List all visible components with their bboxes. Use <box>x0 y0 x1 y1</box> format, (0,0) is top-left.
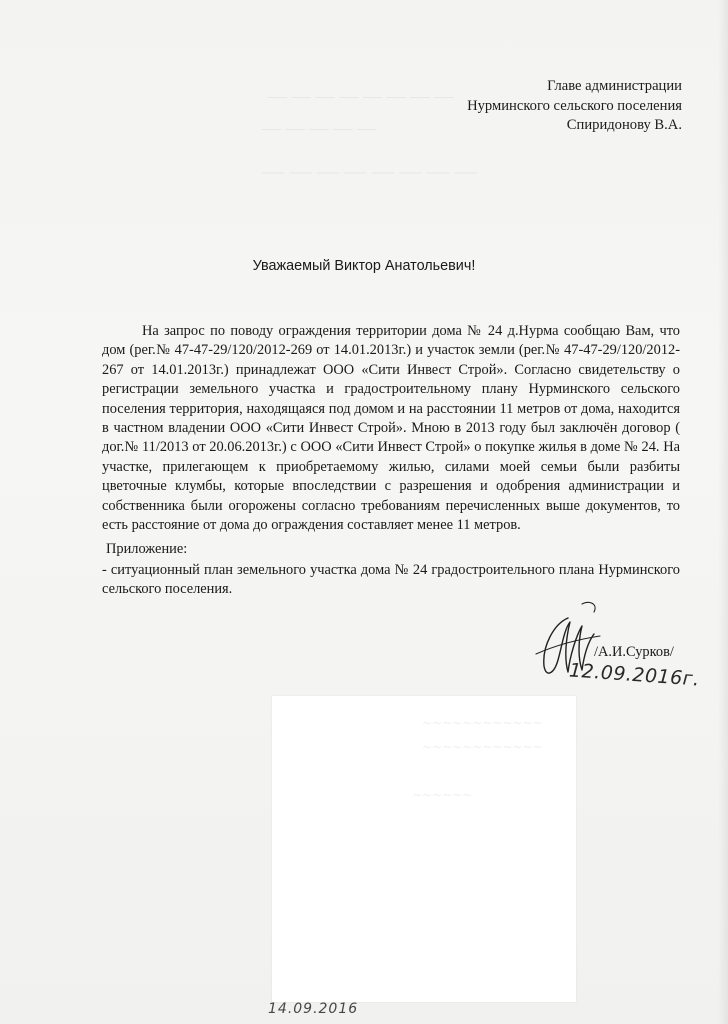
bleed-through-text: — — — — — <box>262 118 376 139</box>
patch-bleed: ~~~~~~~~~~~~ <box>422 740 543 754</box>
bleed-through-text: — — — — — — — — <box>268 86 454 107</box>
scan-edge-shadow <box>718 0 728 1024</box>
handwritten-date: 12.09.2016г. <box>568 659 701 691</box>
recipient-block <box>467 77 682 136</box>
recipient-line: Нурминского сельского поселения <box>467 97 682 114</box>
signer-name: /А.И.Сурков/ <box>594 644 674 660</box>
bleed-through-text: — — — — — — — — <box>262 158 477 183</box>
recipient-line: Спиридонову В.А. <box>566 117 682 133</box>
patch-bleed: ~~~~~~ <box>412 788 473 802</box>
appendix-item: - ситуационный план земельного участка дома № 24 градостроительного плана Нурминского сельского поселения. <box>102 562 680 598</box>
blank-paper-patch <box>272 696 576 1002</box>
letter-body: На запрос по поводу ограждения территории дома № 24 д.Нурма сообщаю Вам, что дом (рег.№ 47-47-29/120/2012-269 от 14.01.2013г.) и участок земли (рег.№ 47-47-29/120/2012-267 от 14.01.2013г.) принадлежат ООО «Сити Инвест Строй». Согласно свидетельству о регистрации земельного участка и градостроительному плану Нурминского сельского поселения территория, находящаяся под домом и на расстоянии 11 метров от дома, находится в частном владении ООО «Сити Инвест Строй». Мною в 2013 году был заключён договор ( дог.№ 11/2013 от 20.06.2013г.) с ООО «Сити Инвест Строй» о покупке жилья в доме № 24. На участке, прилегающем к приобретаемому жилью, силами моей семьи были разбиты цветочные клумбы, которые впоследствии с разрешения и одобрения администрации и собственника были огорожены согласно требованиям перечисленных выше документов, то есть расстояние от дома до ограждения составляет менее 11 метров. <box>102 323 680 534</box>
bottom-handwriting: 14.09.2016 <box>268 1001 359 1017</box>
appendix-title: Приложение: <box>106 541 188 557</box>
greeting: Уважаемый Виктор Анатольевич! <box>252 258 476 274</box>
patch-bleed: ~~~~~~~~~~~~ <box>422 716 543 730</box>
recipient-line: Главе администрации <box>547 78 682 94</box>
